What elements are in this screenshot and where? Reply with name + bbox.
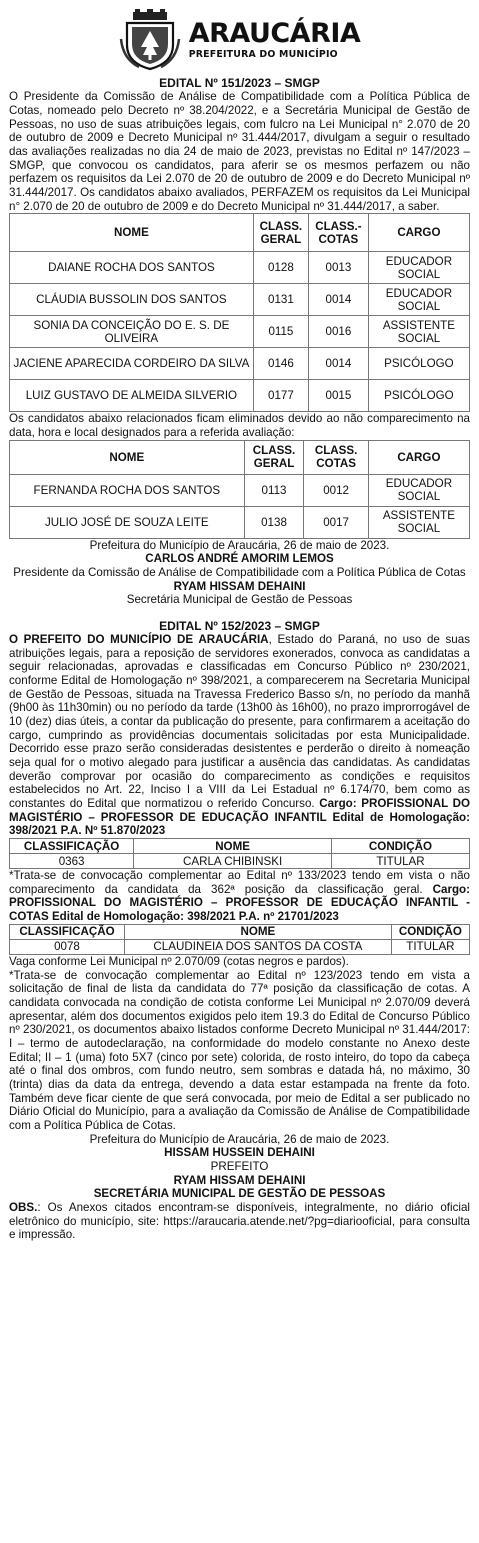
table-header-row — [10, 839, 470, 854]
cell-condicao: TITULAR — [331, 854, 469, 869]
cell-nome: CLAUDINEIA DOS SANTOS DA COSTA — [125, 939, 392, 954]
cell-class-geral: 0177 — [253, 380, 308, 412]
col-nome: NOME — [134, 839, 332, 854]
cell-cargo: ASSISTENTE SOCIAL — [368, 316, 469, 348]
signatory-role: Presidente da Comissão de Análise de Compatibilidade com a Política Pública de Cotas — [13, 565, 466, 579]
table-row — [10, 939, 470, 954]
table-row — [10, 380, 470, 412]
cell-class-cotas: 0016 — [309, 316, 369, 348]
edital-151-title: EDITAL Nº 151/2023 – SMGP — [159, 76, 320, 90]
cell-class-cotas: 0014 — [309, 284, 369, 316]
cell-nome: CARLA CHIBINSKI — [134, 854, 332, 869]
table-header-row — [10, 440, 470, 474]
col-cargo: CARGO — [368, 440, 469, 474]
cell-class-cotas: 0014 — [309, 348, 369, 380]
note-1 — [9, 869, 470, 924]
edital-152-place-date: Prefeitura do Município de Araucária, 26 de maio de 2023. — [89, 1132, 390, 1146]
cell-classificacao: 0363 — [10, 854, 134, 869]
obs-text: : Os Anexos citados encontram-se disponíveis, integralmente, no diário oficial eletrônico do município, site: https://araucaria.atende.net/?pg=diariooficial, para consulta e impressão. — [9, 1200, 470, 1242]
cell-classificacao: 0078 — [10, 939, 125, 954]
convocation-table-1 — [9, 838, 470, 869]
approved-candidates-table — [9, 213, 470, 412]
edital-152-title: EDITAL Nº 152/2023 – SMGP — [159, 618, 320, 633]
obs-label: OBS. — [9, 1200, 38, 1214]
col-classificacao: CLASSIFICAÇÃO — [10, 839, 134, 854]
signatory-name: RYAM HISSAM DEHAINI — [173, 1173, 306, 1187]
cell-class-geral: 0131 — [253, 284, 308, 316]
cell-nome: JULIO JOSÉ DE SOUZA LEITE — [10, 506, 245, 538]
table-row — [10, 252, 470, 284]
brand — [188, 17, 361, 60]
col-nome: NOME — [10, 214, 254, 252]
table-header-row — [10, 214, 470, 252]
cell-nome: LUIZ GUSTAVO DE ALMEIDA SILVERIO — [10, 380, 254, 412]
cell-class-cotas: 0013 — [309, 252, 369, 284]
cell-nome: SONIA DA CONCEIÇÃO DO E. S. DE OLIVEIRA — [10, 316, 254, 348]
cell-cargo: EDUCADOR SOCIAL — [368, 252, 469, 284]
cell-cargo: PSICÓLOGO — [368, 348, 469, 380]
table-header-row — [10, 924, 470, 939]
table-row — [10, 854, 470, 869]
edital-152-body — [9, 633, 470, 838]
brand-subtitle: PREFEITURA DO MUNICÍPIO — [188, 48, 338, 60]
table-row — [10, 506, 470, 538]
eliminated-text: Os candidatos abaixo relacionados ficam eliminados devido ao não comparecimento na data, hora e local designados para a referida avaliação: — [9, 412, 470, 439]
brand-name: ARAUCÁRIA — [188, 17, 361, 49]
table-row — [10, 474, 470, 506]
convocation-table-2 — [9, 924, 470, 955]
cell-cargo: ASSISTENTE SOCIAL — [368, 506, 469, 538]
note-2: *Trata-se de convocação complementar ao Edital nº 123/2023 tendo em vista a solicitação de final de lista da candidata do 77ª posição da classificação de cotas. A candidata convocada na condição de cotista conforme Lei Municipal nº 2.070/09 deverá apresentar, além dos documentos exigidos pelo item 19.3 do Edital de Concurso Público nº 230/2021, os documentos abaixo listados conforme Decreto Municipal nº 31.444/2017: I – termo de autodeclaração, na conformidade do modelo constante no Anexo deste Edital; II – 1 (uma) foto 5X7 (cinco por sete) colorida, de rosto inteiro, do topo da cabeça até o final dos ombros, com fundo neutro, sem sombras e datada há, no máximo, 30 (trinta) dias da data da entrega, devendo a data estar estampada na frente da foto. Também deve ficar ciente de que será convocada, por meio de Edital a ser publicado no Diário Oficial do Município, para a avaliação da Comissão de Análise de Compatibilidade com a Política Pública de Cotas. — [9, 968, 470, 1132]
table-row — [10, 316, 470, 348]
signatory-name: CARLOS ANDRÉ AMORIM LEMOS — [145, 552, 334, 566]
signatory-name: HISSAM HUSSEIN DEHAINI — [164, 1146, 315, 1160]
cell-nome: FERNANDA ROCHA DOS SANTOS — [10, 474, 245, 506]
cargo-heading: Cargo: PROFISSIONAL DO MAGISTÉRIO – PROFESSOR DE EDUCAÇÃO INFANTIL - COTAS Edital de Homologação: 398/2021 P.A. nº 21701/2023 — [9, 882, 470, 924]
signatory-role: SECRETÁRIA MUNICIPAL DE GESTÃO DE PESSOAS — [93, 1187, 386, 1201]
col-nome: NOME — [10, 440, 245, 474]
edital-151-place-date: Prefeitura do Município de Araucária, 26 de maio de 2023. — [89, 538, 390, 552]
cell-nome: DAIANE ROCHA DOS SANTOS — [10, 252, 254, 284]
table-row — [10, 348, 470, 380]
cell-class-geral: 0128 — [253, 252, 308, 284]
cell-class-geral: 0113 — [244, 474, 304, 506]
col-condicao: CONDIÇÃO — [391, 924, 469, 939]
signatory-role: PREFEITO — [210, 1159, 269, 1173]
col-classificacao: CLASSIFICAÇÃO — [10, 924, 125, 939]
edital-152-text: , Estado do Paraná, no uso de suas atribuições legais, para a reposição de servidores exonerados, convoca as candidatas a seguir relacionadas, aprovadas e classificadas em Concurso Público nº 230/2021, conforme Edital de Homologação nº 398/2021, a comparecerem na Secretaria Municipal de Gestão de Pessoas, situada na Travessa Frederico Basso s/n, no período da manhã (9h00 às 11h30min) ou no período da tarde (13h00 às 16h00), no prazo improrrogável de 10 (dez) dias úteis, a contar da publicação do presente, para confirmarem a aceitação do cargo, cumprindo as providências documentais solicitadas por esta Municipalidade. Decorrido esse prazo serão consideradas desistentes e perderão o direito à nomeação seja qual for o motivo alegado para justificar a ausência das candidatas. As candidatas deverão comprovar por ocasião do comparecimento as condições e requisitos estabelecidos no Art. 22, Inciso I a VIII da Lei Estadual nº 6.174/70, bem como as constantes do Edital que normatizou o referido Concurso. — [9, 633, 470, 811]
signatory-name: RYAM HISSAM DEHAINI — [173, 579, 306, 593]
col-class-geral: CLASS. GERAL — [253, 214, 308, 252]
cell-class-geral: 0115 — [253, 316, 308, 348]
vaga-text: Vaga conforme Lei Municipal nº 2.070/09 (cotas negros e pardos). — [9, 954, 349, 968]
col-class-cotas: CLASS.- COTAS — [309, 214, 369, 252]
obs-note — [9, 1201, 470, 1242]
col-condicao: CONDIÇÃO — [331, 839, 469, 854]
cell-cargo: PSICÓLOGO — [368, 380, 469, 412]
cell-nome: CLÁUDIA BUSSOLIN DOS SANTOS — [10, 284, 254, 316]
cell-nome: JACIENE APARECIDA CORDEIRO DA SILVA — [10, 348, 254, 380]
cell-class-cotas: 0017 — [304, 506, 368, 538]
cell-cargo: EDUCADOR SOCIAL — [368, 284, 469, 316]
cell-class-geral: 0146 — [253, 348, 308, 380]
edital-151-intro: O Presidente da Comissão de Análise de Compatibilidade com a Política Pública de Cotas, nomeado pelo Decreto nº 38.204/2022, e a Secretária Municipal de Gestão de Pessoas, no uso de suas atribuições legais, com fulcro na Lei Municipal n° 2.070 de 20 de outubro de 2009 e Decreto Municipal nº 31.444/2017, divulgam a seguir o resultado das avaliações realizadas no dia 24 de maio de 2023, previstas no Edital nº 147/2023 – SMGP, que convocou os candidatos, para aferir se os mesmos perfazem ou não perfazem os requisitos da Lei 2.070 de 20 de outubro de 2009 e do Decreto Municipal nº 31.444/2017. Os candidatos abaixo avaliados, PERFAZEM os requisitos da Lei Municipal n° 2.070 de 20 de outubro de 2009 e do Decreto Municipal nº 31.444/2017, a saber. — [9, 90, 470, 213]
cell-cargo: EDUCADOR SOCIAL — [368, 474, 469, 506]
signatory-role: Secretária Municipal de Gestão de Pessoas — [126, 593, 353, 607]
col-class-cotas: CLASS. COTAS — [304, 440, 368, 474]
cell-class-cotas: 0012 — [304, 474, 368, 506]
header — [9, 6, 470, 74]
eliminated-candidates-table — [9, 440, 470, 539]
coat-of-arms-icon — [119, 9, 181, 71]
edital-152-lead: O PREFEITO DO MUNICÍPIO DE ARAUCÁRIA — [9, 633, 269, 647]
col-nome: NOME — [125, 924, 392, 939]
col-cargo: CARGO — [368, 214, 469, 252]
cell-class-cotas: 0015 — [309, 380, 369, 412]
table-row — [10, 284, 470, 316]
note-1-text: *Trata-se de convocação complementar ao Edital nº 133/2023 tendo em vista o não comparecimento da candidata da 362ª posição da classificação geral. — [9, 869, 470, 896]
cell-condicao: TITULAR — [391, 939, 469, 954]
cargo-heading: Cargo: PROFISSIONAL DO MAGISTÉRIO – PROFESSOR DE EDUCAÇÃO INFANTIL Edital de Homologação: 398/2021 P.A. Nº 51.870/2023 — [9, 797, 470, 838]
col-class-geral: CLASS. GERAL — [244, 440, 304, 474]
cell-class-geral: 0138 — [244, 506, 304, 538]
